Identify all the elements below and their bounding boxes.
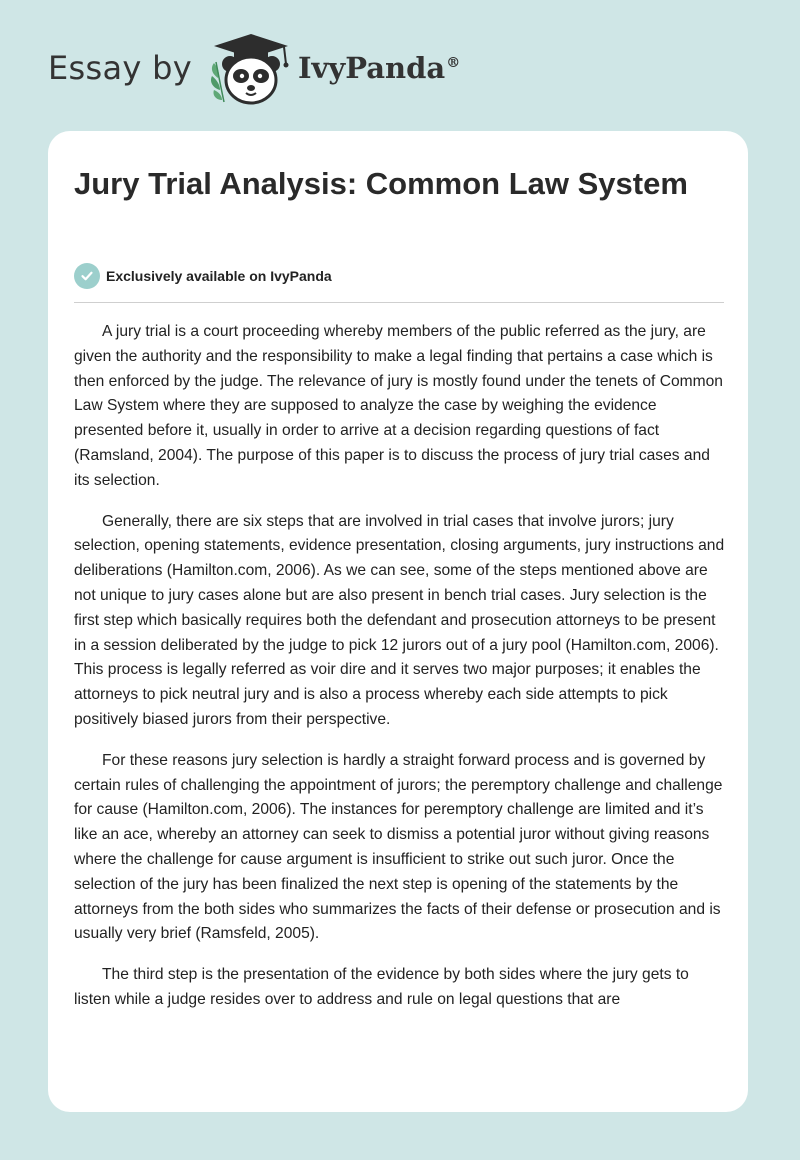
paragraph: The third step is the presentation of the evidence by both sides where the jury gets to listen while a judge resides over to address and rule on legal questions that are xyxy=(74,966,689,1008)
paragraph: Generally, there are six steps that are involved in trial cases that involve jurors; jury selection, opening statements, evidence presentation, closing arguments, jury instructions and deliberations (Hamilton.com, 2006). As we can see, some of the steps mentioned above are not unique to jury cases alone but are also present in bench trial cases. Jury selection is the first step which basically requires both the defendant and prosecution attorneys to be present in a session deliberated by the judge to pick 12 jurors out of a jury pool (Hamilton.com, 2006). This process is legally referred as voir dire and it serves two major purposes; it enables the attorneys to pick neutral jury and is also a process whereby each side attempts to pick positively biased jurors from their perspective. xyxy=(74,512,725,728)
panda-logo-icon[interactable] xyxy=(206,28,296,108)
paragraph: A jury trial is a court proceeding whereby members of the public referred as the jury, are given the authority and the responsibility to make a legal finding that pertains a case which is then enforced by the judge. The relevance of jury is mostly found under the tenets of Common Law System where they are supposed to analyze the case by weighing the evidence presented before it, usually in order to arrive at a decision regarding questions of fact (Ramsland, 2004). The purpose of this paper is to discuss the process of jury trial cases and its selection. xyxy=(74,323,723,489)
divider xyxy=(74,302,724,303)
essay-card xyxy=(48,131,748,1112)
registered-mark: ® xyxy=(446,55,461,72)
check-icon xyxy=(74,263,100,289)
exclusive-label: Exclusively available on IvyPanda xyxy=(106,268,332,284)
essay-title: Jury Trial Analysis: Common Law System xyxy=(74,166,688,201)
brand-name: IvyPanda® xyxy=(297,51,461,85)
brand-prefix: Essay by xyxy=(48,49,192,87)
site-header xyxy=(48,28,460,108)
essay-body xyxy=(74,320,726,1029)
exclusive-badge xyxy=(74,263,332,289)
paragraph: For these reasons jury selection is hardly a straight forward process and is governed by certain rules of challenging the appointment of jurors; the peremptory challenge and challenge for cause (Hamilton.com, 2006). The instances for peremptory challenge are limited and it’s like an ace, whereby an attorney can seek to dismiss a potential juror without giving reasons where the challenge for cause argument is insufficient to strike out such juror. Once the selection of the jury has been finalized the next step is opening of the statements by the attorneys from the both sides who summarizes the facts of their defense or prosecution and is usually very brief (Ramsfeld, 2005). xyxy=(74,751,723,943)
